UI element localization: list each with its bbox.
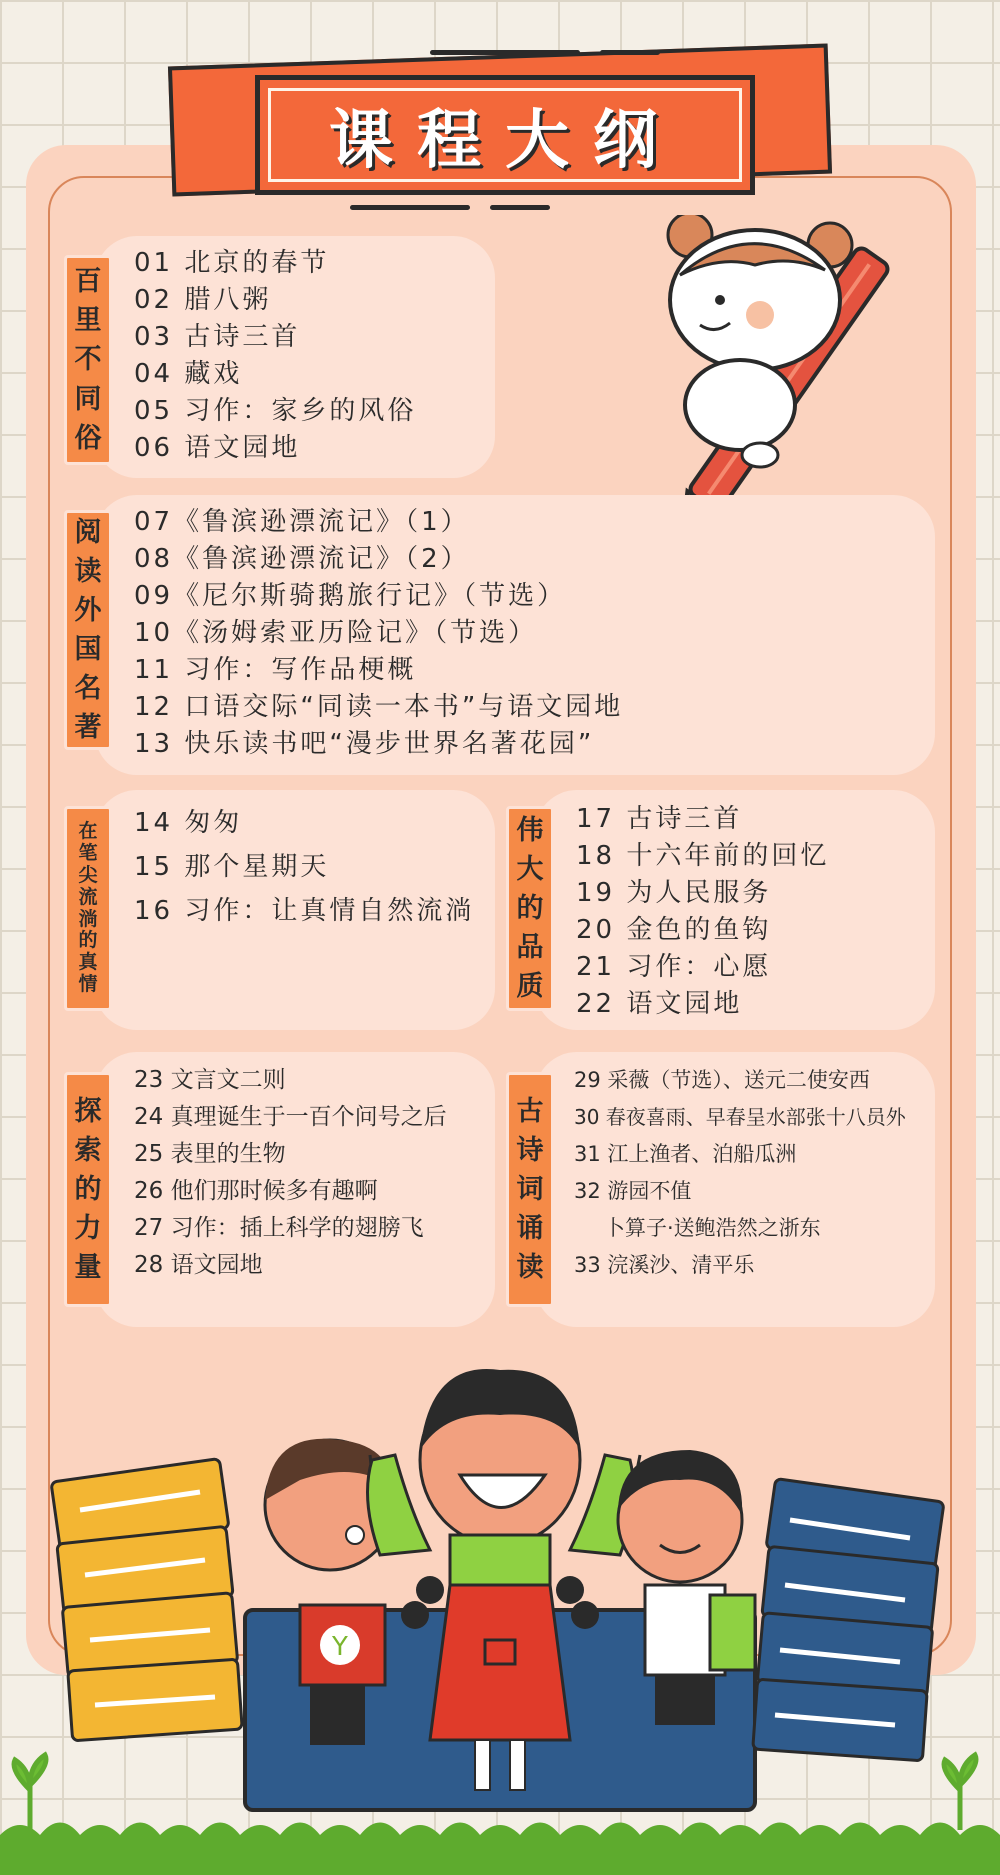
book-stack-left bbox=[51, 1459, 242, 1741]
list-item: 03 古诗三首 bbox=[134, 322, 301, 352]
lesson-list bbox=[574, 1062, 906, 1284]
banner-dash bbox=[350, 205, 470, 210]
lesson-list bbox=[134, 504, 623, 763]
list-item: 22 语文园地 bbox=[576, 989, 743, 1019]
list-item: 27 习作：插上科学的翅膀飞 bbox=[134, 1215, 424, 1241]
list-item: 05 习作：家乡的风俗 bbox=[134, 396, 417, 426]
list-item: 14 匆匆 bbox=[134, 808, 243, 838]
title-banner bbox=[255, 75, 755, 195]
unit-name: 百 里 不 同 俗 bbox=[74, 266, 102, 454]
list-item: 11 习作：写作品梗概 bbox=[134, 655, 417, 685]
svg-text:Y: Y bbox=[332, 1632, 348, 1662]
list-item: 15 那个星期天 bbox=[134, 852, 330, 882]
list-item: 25 表里的生物 bbox=[134, 1141, 286, 1167]
banner-dash bbox=[600, 50, 660, 55]
unit-name: 古 诗 词 诵 读 bbox=[516, 1095, 544, 1284]
list-item: 32 游园不值 bbox=[574, 1179, 692, 1203]
unit-name: 在 笔 尖 流 淌 的 真 情 bbox=[78, 820, 98, 996]
list-item: 21 习作：心愿 bbox=[576, 952, 772, 982]
list-item: 07《鲁滨逊漂流记》（1） bbox=[134, 507, 470, 537]
list-item: 08《鲁滨逊漂流记》（2） bbox=[134, 544, 470, 574]
lesson-list bbox=[134, 1062, 447, 1284]
unit-tag bbox=[64, 806, 112, 1011]
unit-tag bbox=[64, 1072, 112, 1307]
list-item: 30 春夜喜雨、早春呈水部张十八员外 bbox=[574, 1105, 906, 1129]
kids-and-books-illustration bbox=[0, 1340, 1000, 1875]
list-item: 19 为人民服务 bbox=[576, 878, 772, 908]
banner-dash bbox=[490, 205, 550, 210]
list-item: 01 北京的春节 bbox=[134, 248, 330, 278]
list-item: 26 他们那时候多有趣啊 bbox=[134, 1178, 378, 1204]
lesson-list bbox=[134, 245, 416, 467]
unit-name: 伟 大 的 品 质 bbox=[516, 814, 544, 1003]
list-item: 13 快乐读书吧“漫步世界名著花园” bbox=[134, 729, 595, 759]
list-item: 31 江上渔者、泊船瓜洲 bbox=[574, 1142, 797, 1166]
list-item: 24 真理诞生于一百个问号之后 bbox=[134, 1104, 447, 1130]
page-title: 课程大纲 bbox=[329, 103, 681, 178]
list-item: 16 习作：让真情自然流淌 bbox=[134, 896, 475, 926]
list-item: 06 语文园地 bbox=[134, 433, 301, 463]
unit-tag bbox=[506, 806, 554, 1011]
list-item: 02 腊八粥 bbox=[134, 285, 272, 315]
unit-tag bbox=[506, 1072, 554, 1307]
lesson-list bbox=[134, 801, 474, 933]
unit-name: 阅 读 外 国 名 著 bbox=[74, 516, 102, 744]
unit-name: 探 索 的 力 量 bbox=[74, 1095, 102, 1284]
list-item: 17 古诗三首 bbox=[576, 804, 743, 834]
banner-dash bbox=[430, 50, 580, 55]
list-item: 29 采薇（节选）、送元二使安西 bbox=[574, 1068, 870, 1092]
lesson-list bbox=[576, 801, 829, 1023]
list-item: 04 藏戏 bbox=[134, 359, 243, 389]
book-stack-right bbox=[753, 1479, 944, 1761]
list-item: 卜算子·送鲍浩然之浙东 bbox=[604, 1216, 821, 1240]
unit-tag bbox=[64, 510, 112, 750]
list-item: 10《汤姆索亚历险记》（节选） bbox=[134, 618, 538, 648]
list-item: 28 语文园地 bbox=[134, 1252, 263, 1278]
unit-tag bbox=[64, 255, 112, 465]
list-item: 18 十六年前的回忆 bbox=[576, 841, 830, 871]
list-item: 23 文言文二则 bbox=[134, 1067, 286, 1093]
list-item: 20 金色的鱼钩 bbox=[576, 915, 772, 945]
list-item: 09《尼尔斯骑鹅旅行记》（节选） bbox=[134, 581, 567, 611]
list-item: 12 口语交际“同读一本书”与语文园地 bbox=[134, 692, 624, 722]
list-item: 33 浣溪沙、清平乐 bbox=[574, 1253, 755, 1277]
